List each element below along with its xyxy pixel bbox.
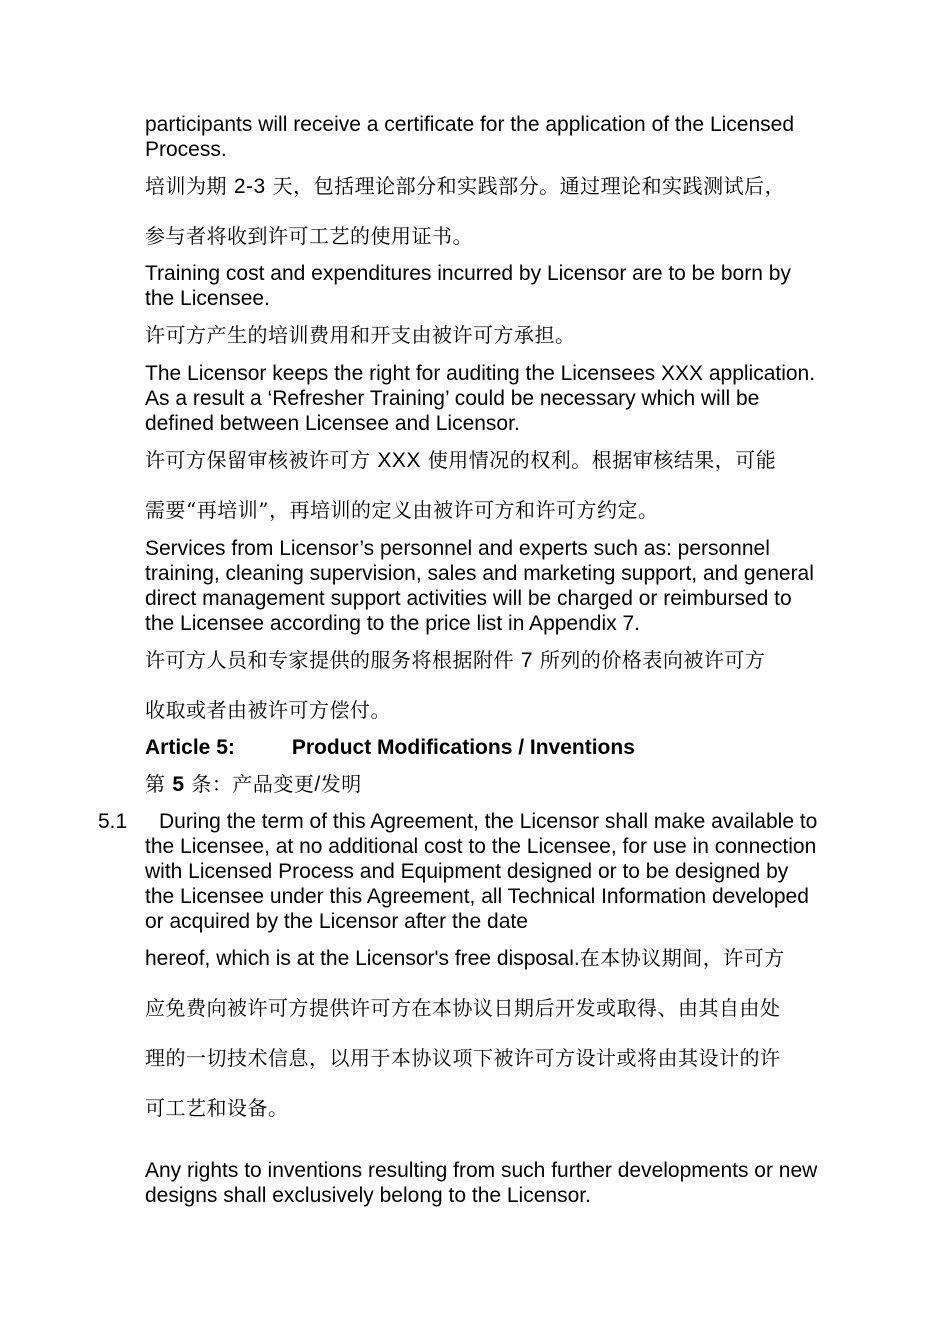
section-number: 5.1 — [98, 810, 128, 833]
audit-right-zh-line2: 需要“再培训”，再培训的定义由被许可方和许可方约定。 — [145, 498, 659, 522]
text-run: / — [314, 773, 321, 796]
training-certificate-paragraph: participants will receive a certificate for the application of the Licensed Process. — [145, 113, 795, 161]
text-run: 2-3 — [233, 175, 266, 198]
section-5-1-line-tail — [145, 946, 820, 971]
article-5-heading-zh — [145, 772, 820, 797]
text-run: 5 — [172, 773, 185, 796]
text-run: 发明 — [320, 772, 362, 796]
services-paragraph: Services from Licensor’s personnel and experts such as: personnel training, cleaning supervision, sales and marketing support, and general direct management support activities will be charged or reimbursed to the Licensee according to the price list in Appendix 7. — [145, 537, 814, 635]
article-label: Article 5: — [145, 736, 235, 759]
section-5-1-zh-line2: 应免费向被许可方提供许可方在本协议日期后开发或取得、由其自由处 — [145, 996, 781, 1020]
text-run: 许可方人员和专家提供的服务将根据附件 — [145, 648, 521, 672]
services-zh-line1 — [145, 648, 820, 673]
section-5-1-paragraph — [145, 809, 820, 934]
text-run: 条：产品变更 — [184, 772, 315, 796]
audit-right-paragraph: The Licensor keeps the right for auditing the Licensees XXX application. As a result a ‘Refresher Training’ could be necessary which will be defined between Licensee and Licensor. — [145, 362, 816, 435]
article-5-heading — [145, 735, 820, 760]
text-run: 培训为期 — [145, 174, 234, 198]
training-cost-paragraph: Training cost and expenditures incurred by Licensor are to be born by the Licensee. — [145, 262, 791, 310]
inventions-rights-paragraph: Any rights to inventions resulting from such further developments or new designs shall exclusively belong to the Licensor. — [145, 1159, 818, 1207]
text-run: 第 — [145, 772, 173, 796]
section-5-1-zh-line4: 可工艺和设备。 — [145, 1096, 289, 1120]
services-zh-line2: 收取或者由被许可方偿付。 — [145, 698, 391, 722]
text-run: 所列的价格表向被许可方 — [533, 648, 766, 672]
text-run: During the term of this Agreement, the Licensor shall make available to the Licensee, at no additional cost to the Licensee, for use in connection with Licensed Process and Equipment designed or to be designed by the Licensee under this Agreement, all Technical Information developed or acquired by the Licensor after the date — [145, 810, 818, 933]
training-duration-zh-line1 — [145, 174, 820, 199]
text-run: 在本协议期间，许可方 — [579, 946, 785, 970]
text-run: hereof, which is at the Licensor's free disposal. — [145, 947, 580, 970]
text-run: 7 — [520, 649, 534, 672]
text-run: XXX — [377, 449, 421, 472]
text-run: 天，包括理论部分和实践部分。通过理论和实践测试后， — [265, 174, 786, 198]
training-duration-zh-line2: 参与者将收到许可工艺的使用证书。 — [145, 224, 473, 248]
audit-right-zh-line1 — [145, 448, 820, 473]
text-run: 使用情况的权利。根据审核结果，可能 — [420, 448, 777, 472]
section-5-1-zh-line3: 理的一切技术信息，以用于本协议项下被许可方设计或将由其设计的许 — [145, 1046, 781, 1070]
text-run: 许可方保留审核被许可方 — [145, 448, 378, 472]
training-cost-zh: 许可方产生的培训费用和开支由被许可方承担。 — [145, 323, 576, 347]
article-title: Product Modifications / Inventions — [291, 736, 635, 759]
